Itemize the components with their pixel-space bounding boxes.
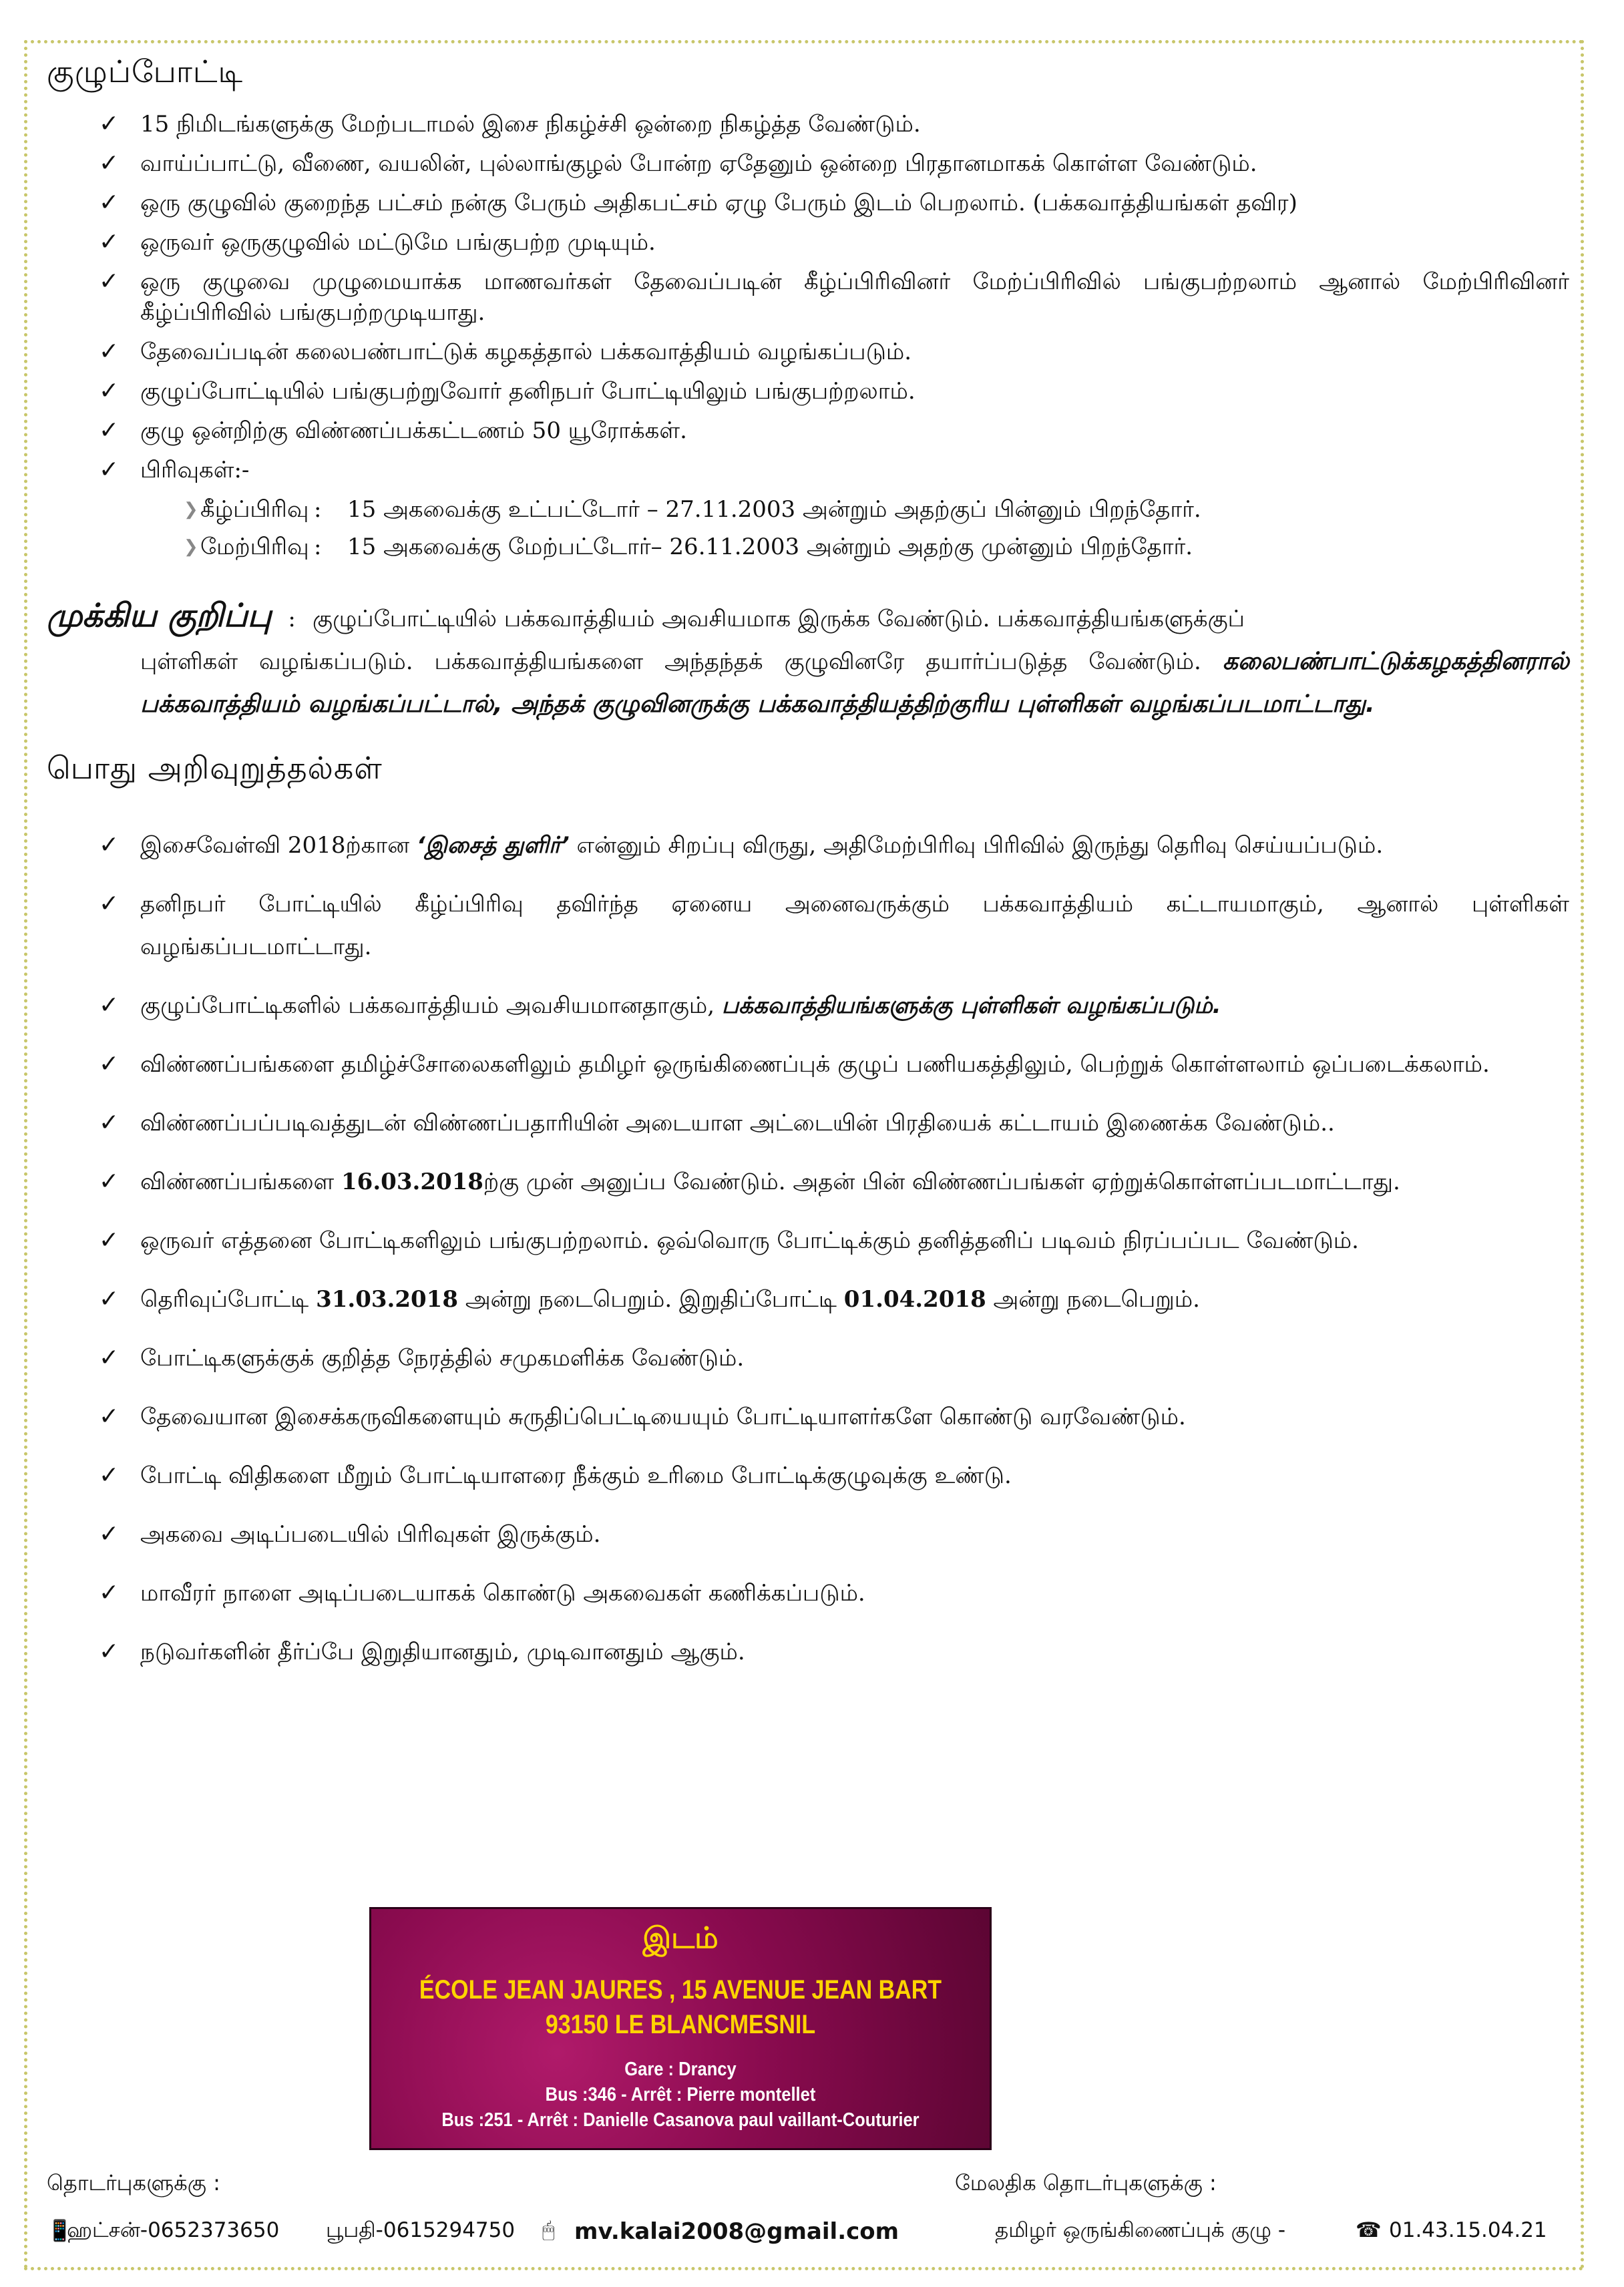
check-icon: ✓ <box>99 1050 120 1078</box>
venue-title: இடம் <box>642 1921 719 1955</box>
check-icon: ✓ <box>99 268 120 295</box>
check-icon: ✓ <box>99 417 120 444</box>
contact-person-1: ஹட்சன்-0652373650 <box>67 2218 280 2242</box>
contact-email[interactable]: mv.kalai2008@gmail.com <box>574 2218 899 2245</box>
organization-phone: 01.43.15.04.21 <box>1389 2218 1547 2242</box>
check-icon: ✓ <box>99 150 120 177</box>
check-icon: ✓ <box>99 1168 120 1195</box>
list-item: ✓ வாய்ப்பாட்டு, வீணை, வயலின், புல்லாங்குழல் போன்ற ஏதேனும் ஒன்றை பிரதானமாகக் கொள்ள வேண்டும். <box>47 148 1569 179</box>
list-item: ✓ மாவீரர் நாளை அடிப்படையாகக் கொண்டு அகவைகள் கணிக்கப்படும். <box>47 1572 1569 1615</box>
check-icon: ✓ <box>99 831 120 859</box>
document-body <box>47 53 1569 1689</box>
important-note-heading: முக்கிய குறிப்பு <box>47 597 272 634</box>
venue-address-line1: ÉCOLE JEAN JAURES , 15 AVENUE JEAN BART <box>419 1975 942 2005</box>
contacts-label: தொடர்புகளுக்கு : <box>47 2170 220 2196</box>
check-icon: ✓ <box>99 1520 120 1548</box>
section-title-group-competition: குழுப்போட்டி <box>47 53 244 89</box>
list-item: ✓ குழுப்போட்டியில் பங்குபற்றுவோர் தனிநபர் போட்டியிலும் பங்குபற்றலாம். <box>47 376 1569 407</box>
venue-bus-346: Bus :346 - Arrêt : Pierre montellet <box>545 2084 816 2105</box>
list-item: ✓ ஒரு குழுவில் குறைந்த பட்சம் நன்கு பேரும் அதிகபட்சம் ஏழு பேரும் இடம் பெறலாம். (பக்கவாத்தியங்கள் தவிர) <box>47 188 1569 218</box>
more-contacts-label: மேலதிக தொடர்புகளுக்கு : <box>955 2170 1217 2196</box>
list-item: ✓ ஒருவர் ஒருகுழுவில் மட்டுமே பங்குபற்ற முடியும். <box>47 227 1569 258</box>
check-icon: ✓ <box>99 377 120 405</box>
mobile-phone-icon: 📱 <box>47 2219 73 2243</box>
check-icon: ✓ <box>99 1579 120 1607</box>
list-item: ✓ இசைவேள்வி 2018ற்கான ‘இசைத் துளிர்’ என்னும் சிறப்பு விருது, அதிமேற்பிரிவு பிரிவில் இருந்து தெரிவு செய்யப்படும். <box>47 824 1569 867</box>
mouse-icon: 🖱 <box>542 2218 555 2242</box>
list-item: ✓ விண்ணப்பங்களை 16.03.2018ற்கு முன் அனுப்ப வேண்டும். அதன் பின் விண்ணப்பங்கள் ஏற்றுக்கொள்ளப்படமாட்டாது. <box>47 1161 1569 1203</box>
list-item: ✓ 15 நிமிடங்களுக்கு மேற்படாமல் இசை நிகழ்ச்சி ஒன்றை நிகழ்த்த வேண்டும். <box>47 109 1569 140</box>
general-instructions-list <box>47 824 1569 1673</box>
list-item: ✓ நடுவர்களின் தீர்ப்பே இறுதியானதும், முடிவானதும் ஆகும். <box>47 1631 1569 1673</box>
list-item: ✓ போட்டிகளுக்குக் குறித்த நேரத்தில் சமுகமளிக்க வேண்டும். <box>47 1337 1569 1380</box>
group-rules-list <box>47 109 1569 485</box>
check-icon: ✓ <box>99 1227 120 1254</box>
check-icon: ✓ <box>99 1638 120 1665</box>
check-icon: ✓ <box>99 1462 120 1489</box>
contact-person-2: பூபதி-0615294750 <box>326 2218 516 2242</box>
venue-box <box>369 1907 992 2150</box>
list-item: ✓ போட்டி விதிகளை மீறும் போட்டியாளரை நீக்கும் உரிமை போட்டிக்குழுவுக்கு உண்டு. <box>47 1454 1569 1497</box>
check-icon: ✓ <box>99 1109 120 1136</box>
check-icon: ✓ <box>99 338 120 365</box>
list-item: ✓ ஒருவர் எத்தனை போட்டிகளிலும் பங்குபற்றலாம். ஒவ்வொரு போட்டிக்கும் தனித்தனிப் படிவம் நிரப்பப்பட வேண்டும். <box>47 1219 1569 1262</box>
division-lower: ❯ கீழ்ப்பிரிவு : 15 அகவைக்கு உட்பட்டோர் – 27.11.2003 அன்றும் அதற்குப் பின்னும் பிறந்தோர். <box>47 494 1569 525</box>
list-item: ✓ தேவைப்படின் கலைபண்பாட்டுக் கழகத்தால் பக்கவாத்தியம் வழங்கப்படும். <box>47 337 1569 367</box>
arrow-right-icon: ❯ <box>184 499 198 519</box>
venue-bus-251: Bus :251 - Arrêt : Danielle Casanova paul vaillant-Couturier <box>441 2109 920 2131</box>
list-item: ✓ தனிநபர் போட்டியில் கீழ்ப்பிரிவு தவிர்ந்த ஏனைய அனைவருக்கும் பக்கவாத்தியம் கட்டாயமாகும், ஆனால் புள்ளிகள் வழங்கப்படமாட்டாது. <box>47 883 1569 968</box>
telephone-icon: ☎ <box>1356 2218 1382 2242</box>
check-icon: ✓ <box>99 110 120 138</box>
check-icon: ✓ <box>99 189 120 216</box>
note-continuation: புள்ளிகள் வழங்கப்படும். பக்கவாத்தியங்களை அந்தந்தக் குழுவினரே தயார்ப்படுத்த வேண்டும். கலைபண்பாட்டுக்கழகத்தினரால் பக்கவாத்தியம் வழங்கப்பட்டால், அந்தக் குழுவினருக்கு பக்கவாத்தியத்திற்குரிய புள்ளிகள் வழங்கப்படமாட்டாது. <box>140 648 1569 718</box>
group-competition-section <box>47 53 1569 562</box>
organization-name: தமிழர் ஒருங்கிணைப்புக் குழு - <box>995 2218 1286 2242</box>
check-icon: ✓ <box>99 456 120 483</box>
division-upper: ❯ மேற்பிரிவு : 15 அகவைக்கு மேற்பட்டோர்– 26.11.2003 அன்றும் அதற்கு முன்னும் பிறந்தோர். <box>47 532 1569 562</box>
check-icon: ✓ <box>99 1344 120 1372</box>
check-icon: ✓ <box>99 1403 120 1430</box>
note-bold-text: கலைபண்பாட்டுக்கழகத்தினரால் பக்கவாத்தியம் வழங்கப்பட்டால், அந்தக் குழுவினருக்கு பக்கவாத்தியத்திற்குரிய புள்ளிகள் வழங்கப்படமாட்டாது. <box>140 648 1569 718</box>
list-item: ✓ குழு ஒன்றிற்கு விண்ணப்பக்கட்டணம் 50 யூரோக்கள். <box>47 415 1569 446</box>
arrow-right-icon: ❯ <box>184 537 198 557</box>
section-title-general-instructions: பொது அறிவுறுத்தல்கள் <box>47 750 383 786</box>
check-icon: ✓ <box>99 228 120 256</box>
check-icon: ✓ <box>99 992 120 1019</box>
venue-address-line2: 93150 LE BLANCMESNIL <box>545 2010 816 2039</box>
note-first-line: குழுப்போட்டியில் பக்கவாத்தியம் அவசியமாக இருக்க வேண்டும். பக்கவாத்தியங்களுக்குப் <box>312 606 1245 632</box>
check-icon: ✓ <box>99 1285 120 1313</box>
award-name: ‘இசைத் துளிர்’ <box>416 832 570 859</box>
list-item: ✓ தெரிவுப்போட்டி 31.03.2018 அன்று நடைபெறும். இறுதிப்போட்டி 01.04.2018 அன்று நடைபெறும். <box>47 1278 1569 1321</box>
important-note: முக்கிய குறிப்பு : குழுப்போட்டியில் பக்கவாத்தியம் அவசியமாக இருக்க வேண்டும். பக்கவாத்தியங்களுக்குப் புள்ளிகள் வழங்கப்படும். பக்கவாத்தியங்களை அந்தந்தக் குழுவினரே தயார்ப்படுத்த வேண்டும். கலைபண்பாட்டுக்கழகத்தினரால் பக்கவாத்தியம் வழங்கப்பட்டால், அந்தக் குழுவினருக்கு பக்கவாத்தியத்திற்குரிய புள்ளிகள் வழங்கப்படமாட்டாது. <box>47 594 1569 726</box>
general-instructions-section <box>47 750 1569 1673</box>
list-item: ✓ பிரிவுகள்:- <box>47 455 1569 485</box>
list-item: ✓ ஒரு குழுவை முழுமையாக்க மாணவர்கள் தேவைப்படின் கீழ்ப்பிரிவினர் மேற்ப்பிரிவில் பங்குபற்றலாம் ஆனால் மேற்பிரிவினர் கீழ்ப்பிரிவில் பங்குபற்றமுடியாது. <box>99 268 1569 326</box>
list-item: ✓ குழுப்போட்டிகளில் பக்கவாத்தியம் அவசியமானதாகும், பக்கவாத்தியங்களுக்கு புள்ளிகள் வழங்கப்படும். <box>47 984 1569 1027</box>
list-item: ✓ விண்ணப்பங்களை தமிழ்ச்சோலைகளிலும் தமிழர் ஒருங்கிணைப்புக் குழுப் பணியகத்திலும், பெற்றுக் கொள்ளலாம் ஒப்படைக்கலாம். <box>47 1043 1569 1086</box>
list-item: ✓ விண்ணப்பப்படிவத்துடன் விண்ணப்பதாரியின் அடையாள அட்டையின் பிரதியைக் கட்டாயம் இணைக்க வேண்டும்.. <box>47 1102 1569 1145</box>
list-item: ✓ அகவை அடிப்படையில் பிரிவுகள் இருக்கும். <box>47 1513 1569 1556</box>
venue-station: Gare : Drancy <box>624 2059 737 2080</box>
list-item: ✓ தேவையான இசைக்கருவிகளையும் சுருதிப்பெட்டியையும் போட்டியாளர்களே கொண்டு வரவேண்டும். <box>47 1396 1569 1438</box>
check-icon: ✓ <box>99 890 120 917</box>
